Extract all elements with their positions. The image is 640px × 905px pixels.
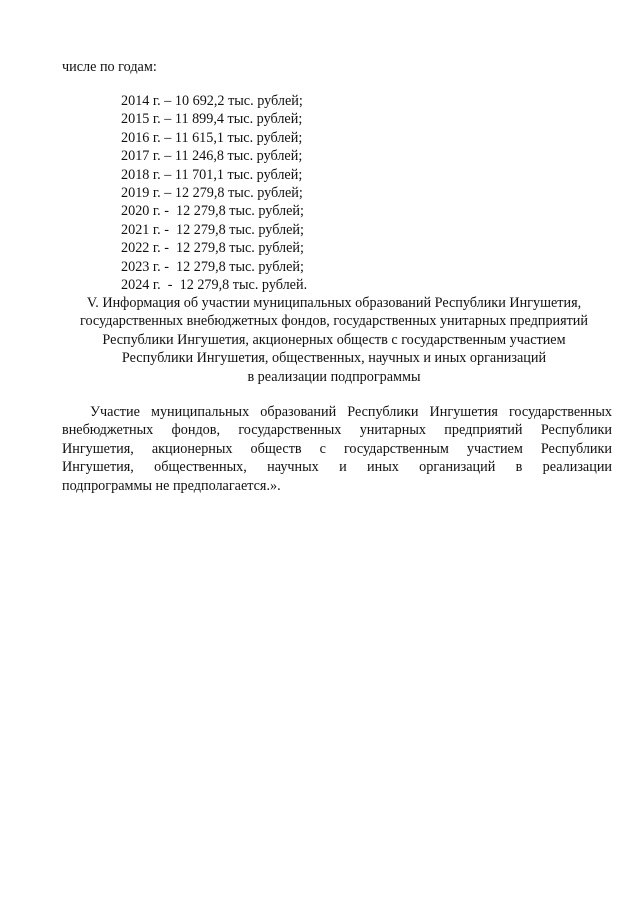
funding-by-year-list [121,92,307,294]
paragraph-line: Ингушетия, общественных, научных и иных организаций в реализации [62,459,612,476]
funding-year-2017: 2017 г. – 11 246,8 тыс. рублей; [121,148,303,165]
funding-year-2023: 2023 г. - 12 279,8 тыс. рублей; [121,258,304,275]
body-paragraph [62,403,612,495]
paragraph-line: Ингушетия, акционерных обществ с государственным участием Республики [62,440,612,457]
funding-year-2020: 2020 г. - 12 279,8 тыс. рублей; [121,203,304,220]
section-heading-line: в реализации подпрограммы [247,368,421,385]
section-heading-line: Республики Ингушетия, общественных, научных и иных организаций [121,350,547,367]
section-heading-line: государственных внебюджетных фондов, государственных унитарных предприятий [80,313,588,330]
funding-year-2016: 2016 г. – 11 615,1 тыс. рублей; [121,129,303,146]
intro-text: числе по годам: [62,59,157,75]
paragraph-line: подпрограммы не предполагается.». [62,477,281,494]
section-heading [58,294,610,386]
funding-year-2022: 2022 г. - 12 279,8 тыс. рублей; [121,240,304,257]
funding-year-2019: 2019 г. – 12 279,8 тыс. рублей; [121,184,303,201]
funding-year-2021: 2021 г. - 12 279,8 тыс. рублей; [121,221,304,238]
funding-year-2014: 2014 г. – 10 692,2 тыс. рублей; [121,93,303,109]
funding-year-2015: 2015 г. – 11 899,4 тыс. рублей; [121,111,303,128]
section-heading-line: V. Информация об участии муниципальных образований Республики Ингушетия, [86,295,582,311]
section-heading-line: Республики Ингушетия, акционерных обществ с государственным участием [102,331,566,348]
paragraph-line: Участие муниципальных образований Республики Ингушетия государственных [90,404,612,420]
funding-year-2024: 2024 г. - 12 279,8 тыс. рублей. [121,276,308,293]
funding-year-2018: 2018 г. – 11 701,1 тыс. рублей; [121,166,303,183]
paragraph-line: внебюджетных фондов, государственных унитарных предприятий Республики [62,422,612,439]
